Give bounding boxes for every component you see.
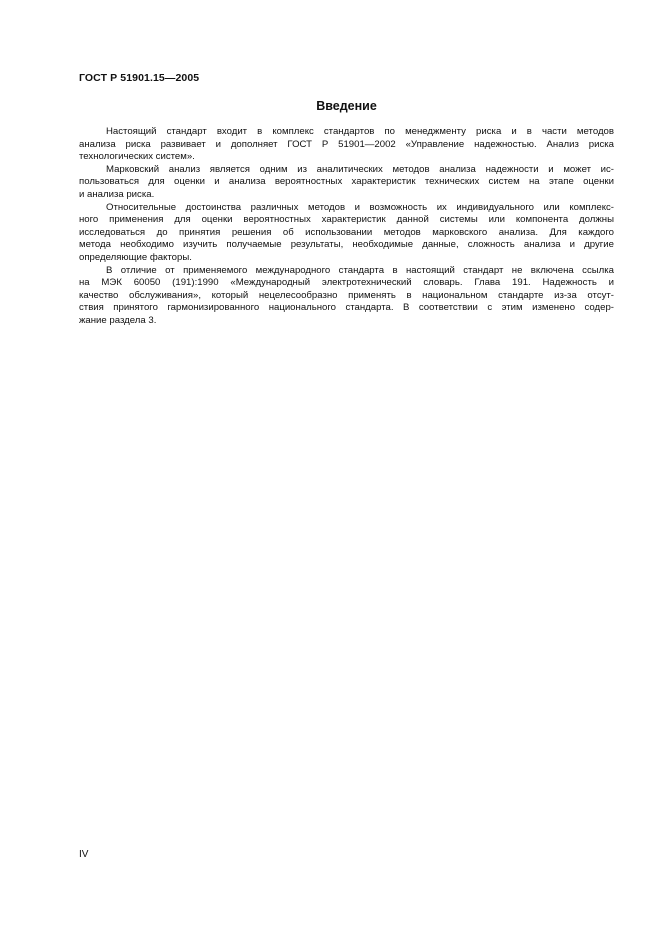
section-title: Введение xyxy=(316,99,377,113)
paragraph-line: Относительные достоинства различных методов и возможность их индивидуального или комплекс- xyxy=(106,201,614,213)
page-number: IV xyxy=(79,849,89,860)
paragraph-1 xyxy=(79,126,614,164)
paragraph-line: определяющие факторы. xyxy=(79,251,192,263)
paragraph-4 xyxy=(79,265,614,328)
paragraph-line: анализа риска развивает и дополняет ГОСТ Р 51901—2002 «Управление надежностью. Анализ риска xyxy=(79,138,614,150)
introduction-body xyxy=(79,126,614,328)
paragraph-line: и анализа риска. xyxy=(79,188,155,200)
paragraph-line: технологических систем». xyxy=(79,151,195,163)
paragraph-line: ного применения для оценки вероятностных характеристик данной системы или компонента должны xyxy=(79,214,614,226)
paragraph-line: метода необходимо изучить получаемые результаты, необходимые данные, сложность анализа и другие xyxy=(79,239,614,251)
standard-code-header: ГОСТ Р 51901.15—2005 xyxy=(79,72,200,84)
paragraph-line: качество обслуживания», который нецелесообразно применять в национальном стандарте из-за отсут- xyxy=(79,289,614,301)
paragraph-line: Настоящий стандарт входит в комплекс стандартов по менеджменту риска и в части методов xyxy=(106,126,614,137)
paragraph-line: жание раздела 3. xyxy=(79,314,157,326)
paragraph-line: ствия принятого гармонизированного национального стандарта. В соответствии с этим изменено содер- xyxy=(79,302,614,314)
paragraph-line: Марковский анализ является одним из аналитических методов анализа надежности и может ис- xyxy=(106,163,614,175)
paragraph-line: В отличие от применяемого международного стандарта в настоящий стандарт не включена ссылка xyxy=(106,264,614,276)
paragraph-3 xyxy=(79,202,614,265)
paragraph-line: исследоваться до принятия решения об использовании методов марковского анализа. Для каждого xyxy=(79,226,614,238)
paragraph-line: пользоваться для оценки и анализа вероятностных характеристик технических систем на этапе оценки xyxy=(79,176,614,188)
paragraph-line: на МЭК 60050 (191):1990 «Международный электротехнический словарь. Глава 191. Надежность и xyxy=(79,277,614,289)
paragraph-2 xyxy=(79,164,614,202)
